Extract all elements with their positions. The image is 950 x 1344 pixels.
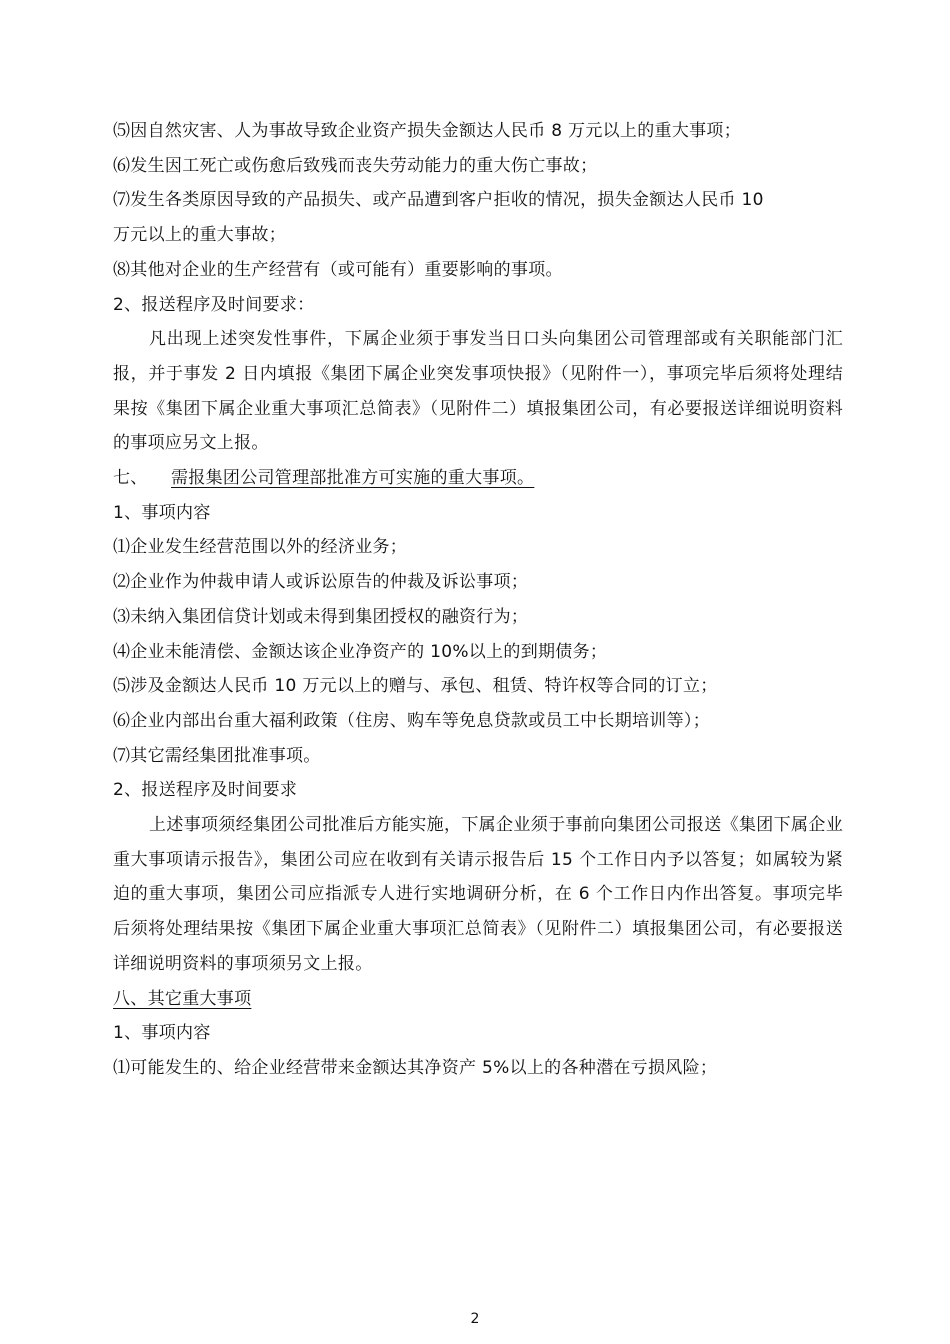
subheading: 2、报送程序及时间要求 — [113, 780, 298, 801]
list-item: ⑺其它需经集团批准事项。 — [113, 745, 321, 766]
section-title: 需报集团公司管理部批准方可实施的重大事项。 — [171, 468, 535, 489]
list-item: ⑶未纳入集团信贷计划或未得到集团授权的融资行为； — [113, 606, 529, 627]
list-item: ⑻其他对企业的生产经营有（或可能有）重要影响的事项。 — [113, 259, 563, 280]
list-item: ⑺发生各类原因导致的产品损失、或产品遭到客户拒收的情况，损失金额达人民币 10 — [113, 190, 764, 211]
list-item-continuation: 万元以上的重大事故； — [113, 225, 286, 246]
list-item: ⑷企业未能清偿、金额达该企业净资产的 10%以上的到期债务； — [113, 641, 608, 662]
page-body — [113, 114, 843, 1086]
list-item: ⑴企业发生经营范围以外的经济业务； — [113, 537, 408, 558]
section-title: 八、其它重大事项 — [113, 988, 252, 1009]
subheading: 1、事项内容 — [113, 502, 211, 523]
list-item: ⑹企业内部出台重大福利政策（住房、购车等免息贷款或员工中长期培训等）； — [113, 710, 710, 731]
subheading: 2、报送程序及时间要求： — [113, 294, 315, 315]
list-item: ⑸因自然灾害、人为事故导致企业资产损失金额达人民币 8 万元以上的重大事项； — [113, 121, 742, 141]
page-number: 2 — [470, 1311, 480, 1327]
section-heading-8 — [113, 982, 843, 1017]
section-heading-7 — [113, 461, 843, 496]
list-item: ⑹发生因工死亡或伤愈后致残而丧失劳动能力的重大伤亡事故； — [113, 155, 598, 176]
list-item: ⑵企业作为仲裁申请人或诉讼原告的仲裁及诉讼事项； — [113, 572, 529, 593]
paragraph: 凡出现上述突发性事件，下属企业须于事发当日口头向集团公司管理部或有关职能部门汇报，并于事发 2 日内填报《集团下属企业突发事项快报》（见附件一），事项完毕后须将处理结果按《集团下属企业重大事项汇总简表》（见附件二）填报集团公司，有必要报送详细说明资料的事项应另文上报。 — [113, 329, 843, 454]
list-item: ⑴可能发生的、给企业经营带来金额达其净资产 5%以上的各种潜在亏损风险； — [113, 1057, 718, 1078]
section-number: 七、 — [113, 468, 148, 489]
list-item: ⑸涉及金额达人民币 10 万元以上的赠与、承包、租赁、特许权等合同的订立； — [113, 676, 718, 697]
paragraph: 上述事项须经集团公司批准后方能实施，下属企业须于事前向集团公司报送《集团下属企业重大事项请示报告》，集团公司应在收到有关请示报告后 15 个工作日内予以答复；如属较为紧迫的重大事项，集团公司应指派专人进行实地调研分析，在 6 个工作日内作出答复。事项完毕后须将处理结果按《集团下属企业重大事项汇总简表》（见附件二）填报集团公司，有必要报送详细说明资料的事项须另文上报。 — [113, 815, 843, 974]
subheading: 1、事项内容 — [113, 1023, 211, 1044]
